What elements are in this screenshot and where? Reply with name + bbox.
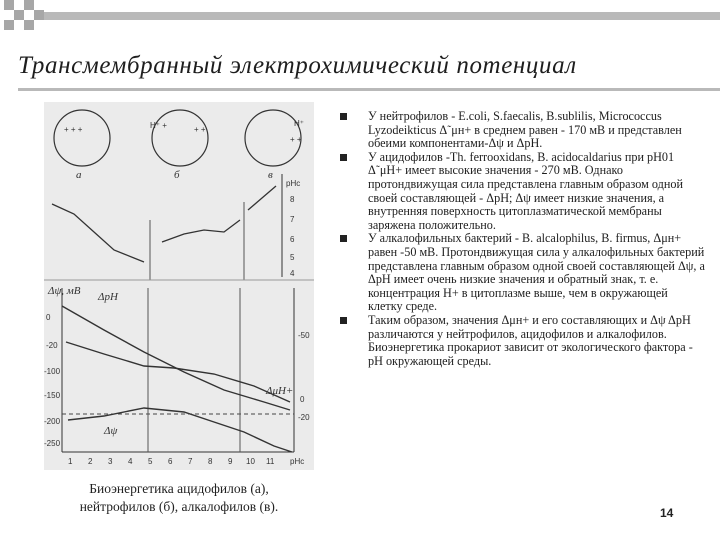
svg-text:6: 6	[290, 235, 295, 244]
bullet-square-icon	[340, 154, 347, 161]
svg-text:2: 2	[88, 457, 93, 466]
figure-drawing	[44, 102, 314, 470]
svg-text:+ + +: + + +	[64, 125, 83, 134]
svg-text:-50: -50	[298, 331, 310, 340]
svg-text:-100: -100	[44, 367, 61, 376]
svg-text:-20: -20	[298, 413, 310, 422]
delta-muh-label: ΔμH+	[266, 385, 294, 397]
svg-text:3: 3	[108, 457, 113, 466]
delta-psi-label: Δψ	[104, 425, 118, 437]
bullet-item-acidophiles	[340, 151, 705, 233]
bullet-text: У ацидофилов -Th. ferrooxidans, B. acidocaldarius при pH01 Δ˜μH+ имеет высокие значения - 270 мВ. Однако протондвижущая сила представлена главным образом одной своей составляющей - ΔpH; Δψ имеет низкие значения, а внутренняя поверхность цитоплазматической мембраны заряжена положительно.	[368, 149, 683, 232]
svg-text:+ +: + +	[290, 135, 302, 144]
svg-text:-20: -20	[46, 341, 58, 350]
top-decor-bar	[44, 12, 720, 20]
figure-caption	[44, 480, 314, 516]
figure-scan	[44, 102, 314, 470]
bullet-square-icon	[340, 235, 347, 242]
decor-square	[34, 10, 44, 20]
svg-text:6: 6	[168, 457, 173, 466]
svg-text:9: 9	[228, 457, 233, 466]
decor-square	[4, 20, 14, 30]
svg-text:11: 11	[266, 457, 275, 466]
delta-ph-label: ΔpH	[98, 291, 118, 303]
svg-text:4: 4	[290, 269, 295, 278]
svg-text:pHc: pHc	[290, 457, 305, 466]
svg-text:+ +: + +	[194, 125, 206, 134]
decor-square	[24, 0, 34, 10]
bullet-item-alkalophiles	[340, 232, 705, 314]
svg-text:H⁺ +: H⁺ +	[150, 121, 167, 130]
cell-label-b: б	[174, 169, 180, 181]
svg-text:5: 5	[290, 253, 295, 262]
bullet-text: У нейтрофилов - E.coli, S.faecalis, B.sublilis, Micrococcus Lyzodeikticus Δ˜μн+ в среднем равен - 170 мВ и представлен обеими компонентами-Δψ и ΔpH.	[368, 109, 682, 151]
svg-text:10: 10	[246, 457, 255, 466]
svg-text:0: 0	[46, 313, 51, 322]
svg-text:5: 5	[148, 457, 153, 466]
svg-text:H⁺: H⁺	[294, 119, 304, 128]
svg-text:8: 8	[290, 195, 295, 204]
bullet-square-icon	[340, 317, 347, 324]
bullet-item-neutrophiles	[340, 110, 705, 151]
svg-text:1: 1	[68, 457, 73, 466]
caption-line-1: Биоэнергетика ацидофилов (а),	[89, 481, 269, 496]
caption-line-2: нейтрофилов (б), алкалофилов (в).	[79, 499, 279, 514]
bullet-list	[340, 110, 705, 368]
psi-axis-label: Δψ, мВ	[48, 285, 81, 297]
slide-title: Трансмембранный электрохимический потенциал	[18, 52, 577, 79]
figure-background	[44, 102, 314, 470]
cell-label-a: а	[76, 169, 82, 181]
svg-text:-150: -150	[44, 391, 61, 400]
decor-square	[4, 0, 14, 10]
svg-text:-250: -250	[44, 439, 61, 448]
svg-text:8: 8	[208, 457, 213, 466]
bullet-text: Таким образом, значения Δμн+ и его составляющих и Δψ ΔpH различаются у нейтрофилов, ацидофилов и алкалофилов. Биоэнергетика прокариот зависит от экологического фактора -pH окружающей среды.	[368, 312, 693, 368]
svg-text:4: 4	[128, 457, 133, 466]
bullet-square-icon	[340, 113, 347, 120]
decor-square	[14, 10, 24, 20]
svg-text:-200: -200	[44, 417, 61, 426]
cell-label-c: в	[268, 169, 273, 181]
svg-text:7: 7	[290, 215, 295, 224]
svg-text:0: 0	[300, 395, 305, 404]
page-number: 14	[660, 506, 674, 520]
ph-axis-label: pHc	[286, 179, 301, 188]
svg-text:7: 7	[188, 457, 193, 466]
title-underline	[18, 88, 720, 91]
bullet-item-conclusion	[340, 314, 705, 368]
bullet-text: У алкалофильных бактерий - B. alcalophilus, B. firmus, Δμн+ равен -50 мВ. Протондвижущая сила у алкалофильных бактерий представлена главным образом одной своей составляющей Δψ, а ΔpH имеет очень низкие значения и обратный знак, т. е. концентрация H+ в цитоплазме выше, чем в окружающей клетку среде.	[368, 231, 705, 314]
decor-square	[24, 20, 34, 30]
